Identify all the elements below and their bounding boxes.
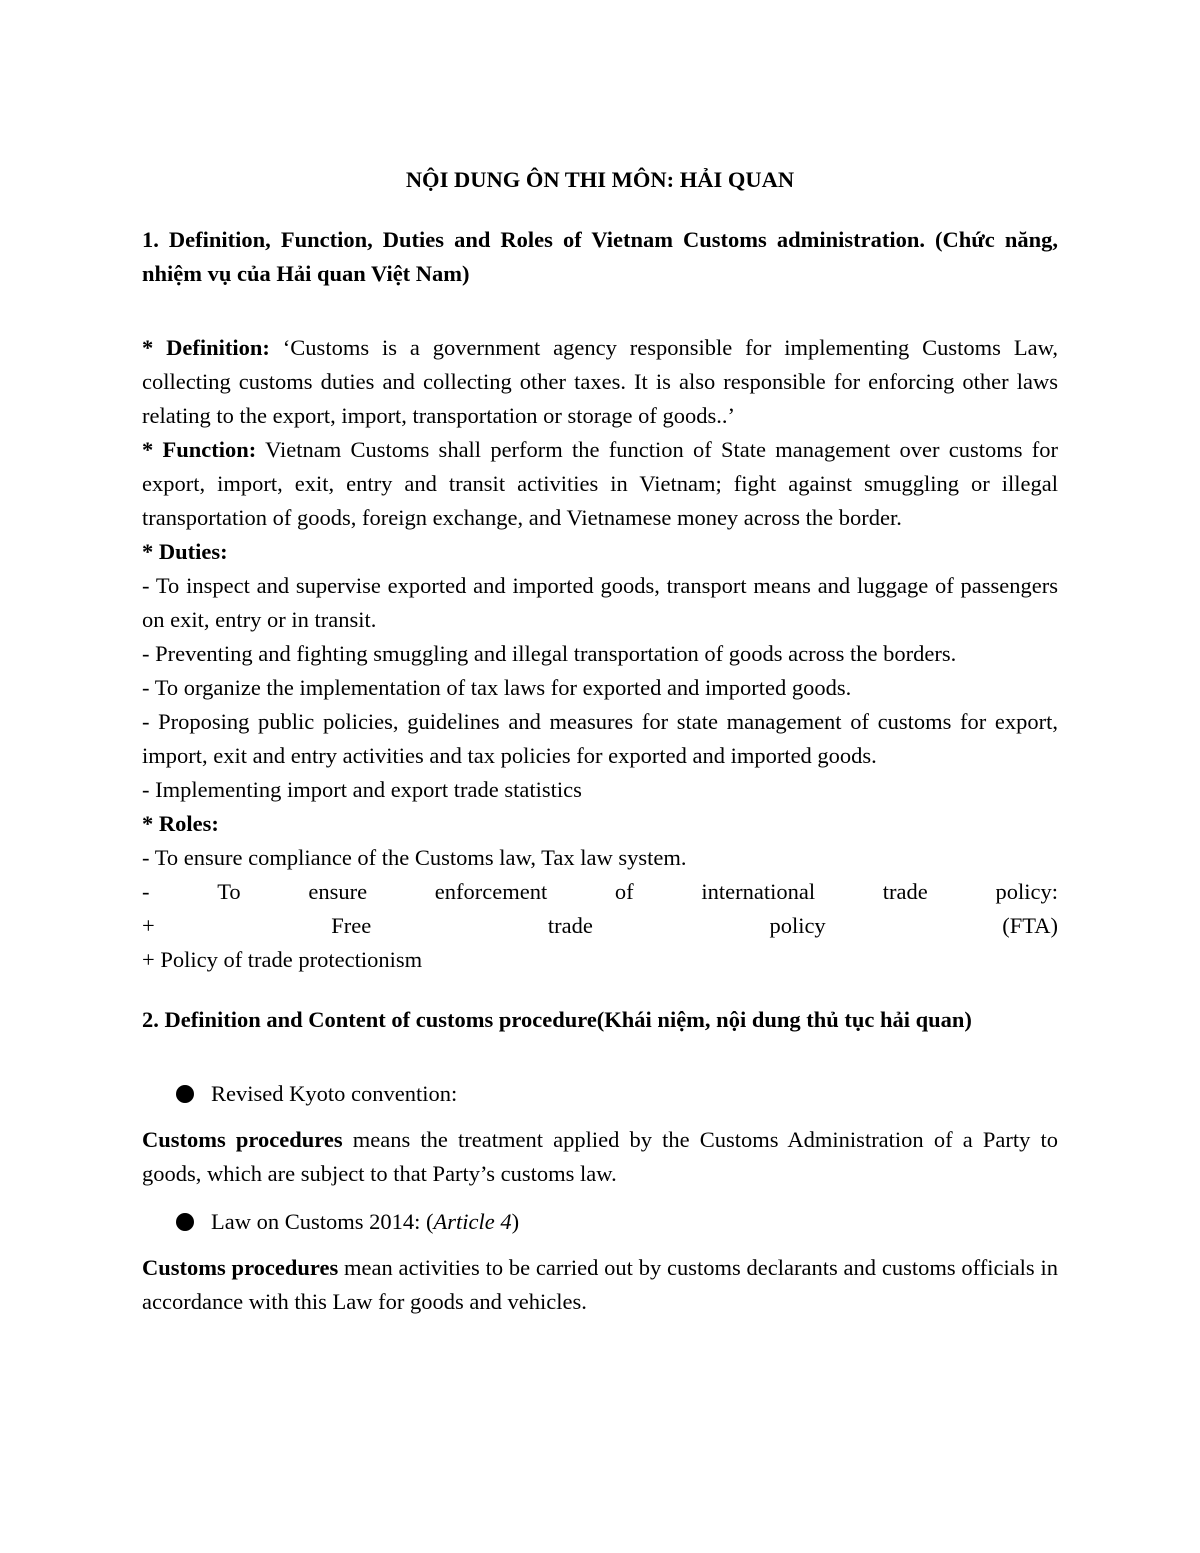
duty-item: - Proposing public policies, guidelines and measures for state management of customs for export, import, exit and entry activities and tax policies for exported and imported goods.	[142, 709, 1058, 768]
duty-item: - Implementing import and export trade statistics	[142, 777, 582, 802]
bullet-law-article: Article 4	[433, 1209, 512, 1234]
spacer	[142, 291, 1058, 331]
spacer	[142, 1037, 1058, 1077]
document-page	[142, 163, 1058, 1319]
bullet-kyoto	[176, 1077, 1058, 1111]
duties-label-text: * Duties:	[142, 539, 228, 564]
definition-label: * Definition:	[142, 335, 270, 360]
roles-label-text: * Roles:	[142, 811, 219, 836]
spacer	[142, 1111, 1058, 1123]
word: trade	[882, 879, 928, 904]
word: of	[614, 879, 634, 904]
kyoto-bold: Customs procedures	[142, 1127, 343, 1152]
bullet-dot-icon	[176, 1085, 194, 1103]
law-paragraph	[142, 1251, 1058, 1319]
role-subitem-spread	[142, 909, 1058, 943]
duty-item: - To organize the implementation of tax laws for exported and imported goods.	[142, 675, 852, 700]
bullet-text: Revised Kyoto convention:	[211, 1081, 458, 1106]
word: -	[142, 879, 150, 904]
duties-label	[142, 535, 1058, 569]
duty-item: - To inspect and supervise exported and imported goods, transport means and luggage of passengers on exit, entry or in transit.	[142, 573, 1058, 632]
function-label: * Function:	[142, 437, 257, 462]
function-paragraph	[142, 433, 1058, 535]
bullet-law	[176, 1205, 1058, 1239]
roles-label	[142, 807, 1058, 841]
spacer	[142, 1191, 1058, 1205]
document-title: NỘI DUNG ÔN THI MÔN: HẢI QUAN	[405, 167, 795, 192]
word: international	[701, 879, 816, 904]
role-subitem: + Policy of trade protectionism	[142, 947, 423, 972]
word: policy:	[995, 879, 1058, 904]
definition-paragraph	[142, 331, 1058, 433]
section-1-heading: 1. Definition, Function, Duties and Roles of Vietnam Customs administration. (Chức năng, nhiệm vụ của Hải quan Việt Nam)	[142, 227, 1058, 286]
word: Free	[331, 913, 372, 938]
word: +	[142, 913, 155, 938]
duty-item: - Preventing and fighting smuggling and illegal transportation of goods across the borders.	[142, 641, 957, 666]
bullet-dot-icon	[176, 1213, 194, 1231]
law-text: mean activities to be carried out by customs declarants and customs officials in accordance with this Law for goods and vehicles.	[142, 1255, 1058, 1314]
word: (FTA)	[1002, 913, 1058, 938]
word: ensure	[308, 879, 368, 904]
word: policy	[769, 913, 826, 938]
bullet-text	[211, 1205, 519, 1239]
role-item: - To ensure compliance of the Customs law, Tax law system.	[142, 845, 687, 870]
spacer	[142, 977, 1058, 1003]
section-2-heading: 2. Definition and Content of customs procedure(Khái niệm, nội dung thủ tục hải quan)	[142, 1007, 972, 1032]
word: To	[217, 879, 241, 904]
word: trade	[547, 913, 593, 938]
bullet-law-suffix: )	[511, 1209, 520, 1234]
role-item-spread	[142, 875, 1058, 909]
kyoto-text: means the treatment applied by the Customs Administration of a Party to goods, which are subject to that Party’s customs law.	[142, 1127, 1058, 1186]
spacer	[142, 1239, 1058, 1251]
definition-text: ‘Customs is a government agency responsible for implementing Customs Law, collecting customs duties and collecting other taxes. It is also responsible for enforcing other laws relating to the export, import, transportation or storage of goods..’	[142, 335, 1058, 428]
function-text: Vietnam Customs shall perform the function of State management over customs for export, import, exit, entry and transit activities in Vietnam; fight against smuggling or illegal transportation of goods, foreign exchange, and Vietnamese money across the border.	[142, 437, 1058, 530]
bullet-law-prefix: Law on Customs 2014: (	[211, 1209, 434, 1234]
kyoto-paragraph	[142, 1123, 1058, 1191]
law-bold: Customs procedures	[142, 1255, 339, 1280]
word: enforcement	[434, 879, 548, 904]
